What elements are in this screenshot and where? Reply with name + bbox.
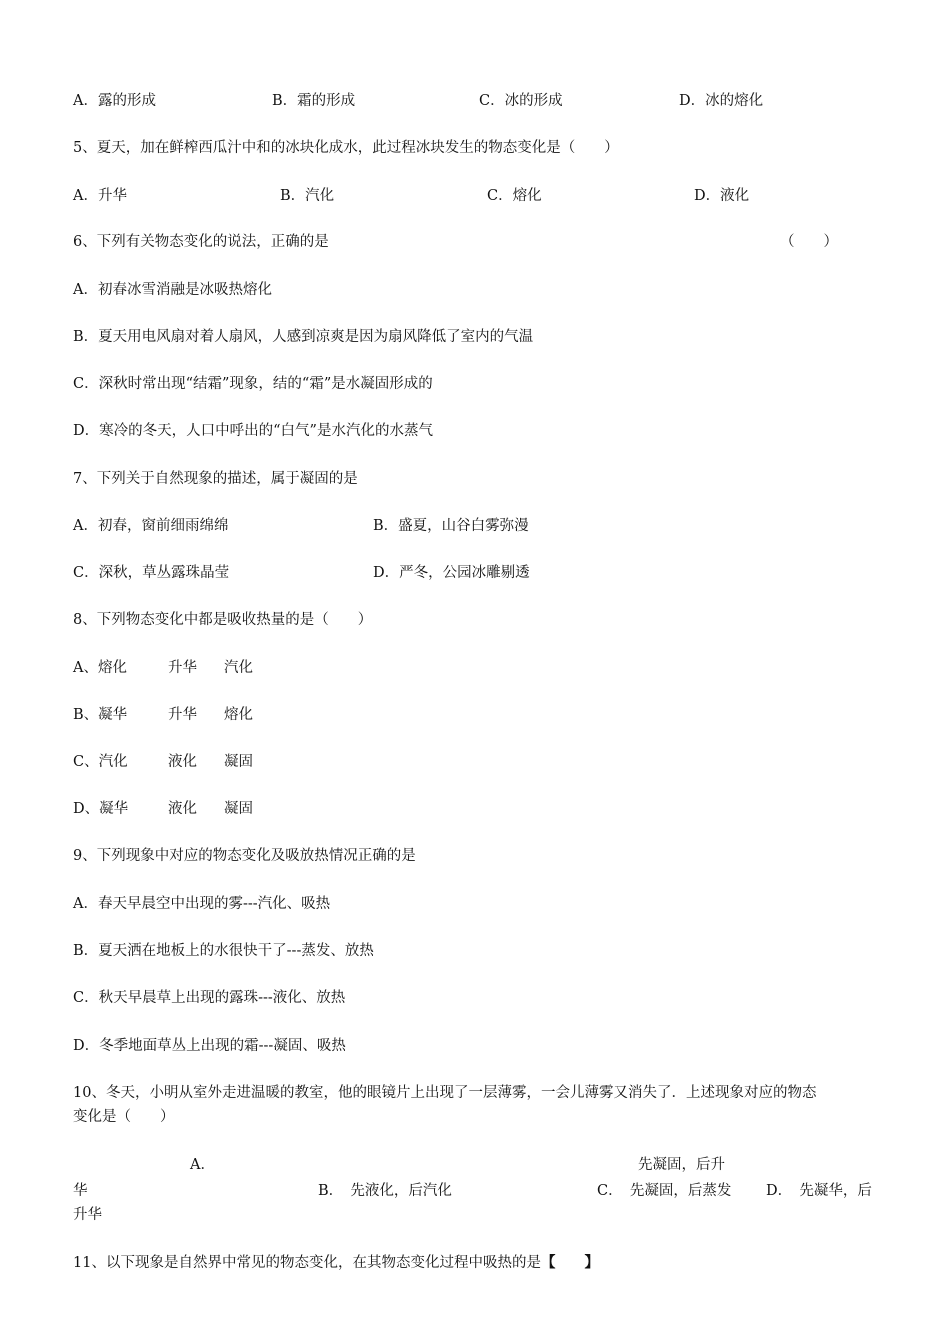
q8-option-a-term2: 升华 [168, 660, 197, 676]
q4-option-c: C．冰的形成 [479, 93, 563, 109]
q10-option-b: B． 先液化，后汽化 [318, 1183, 452, 1199]
q11-stem-line [73, 1253, 599, 1273]
q10-option-d: D． 先凝华，后 [766, 1183, 872, 1199]
q8-option-c-term2: 液化 [168, 754, 197, 770]
q6-option-a: A．初春冰雪消融是冰吸热熔化 [73, 282, 272, 298]
q8-option-a: A、熔化 [73, 660, 127, 676]
q10-option-a-text: 先凝固，后升 [638, 1157, 725, 1173]
q7-stem: 7、下列关于自然现象的描述，属于凝固的是 [73, 471, 358, 487]
q9-option-c: C．秋天早晨草上出现的露珠---液化、放热 [73, 990, 346, 1006]
q4-option-a: A．露的形成 [73, 93, 156, 109]
q8-option-c-term3: 凝固 [224, 754, 253, 770]
q8-option-d: D、凝华 [73, 801, 129, 817]
q8-option-c: C、汽化 [73, 754, 128, 770]
q10-stem-line2: 变化是（ ） [73, 1109, 175, 1125]
q11-stem: 11、以下现象是自然界中常见的物态变化，在其物态变化过程中吸热的是 [73, 1255, 541, 1271]
q6-stem: 6、下列有关物态变化的说法，正确的是 [73, 234, 329, 250]
q8-option-b-term3: 熔化 [224, 707, 253, 723]
q5-option-a: A．升华 [73, 188, 127, 204]
q9-option-b: B．夏天洒在地板上的水很快干了---蒸发、放热 [73, 943, 374, 959]
q7-option-b: B．盛夏，山谷白雾弥漫 [373, 518, 529, 534]
q5-option-b: B．汽化 [280, 188, 335, 204]
q10-stem-line1: 10、冬天，小明从室外走进温暖的教室，他的眼镜片上出现了一层薄雾，一会儿薄雾又消失了．上述现象对应的物态 [73, 1085, 817, 1101]
q8-option-b: B、凝华 [73, 707, 128, 723]
q11-answer-bracket: 【 】 [540, 1254, 599, 1271]
q8-option-d-term3: 凝固 [224, 801, 253, 817]
q7-option-d: D．严冬，公园冰雕剔透 [373, 565, 530, 581]
q8-option-d-term2: 液化 [168, 801, 197, 817]
q8-option-a-term3: 汽化 [224, 660, 253, 676]
q7-option-c: C．深秋，草丛露珠晶莹 [73, 565, 230, 581]
q10-option-d-tail: 升华 [73, 1207, 102, 1223]
q10-option-a-letter: A． [190, 1157, 215, 1173]
q8-option-b-term2: 升华 [168, 707, 197, 723]
q9-option-a: A．春天早晨空中出现的雾---汽化、吸热 [73, 896, 331, 912]
q6-option-d: D．寒冷的冬天，人口中呼出的“白气”是水汽化的水蒸气 [73, 423, 433, 439]
q9-option-d: D．冬季地面草丛上出现的霜---凝固、吸热 [73, 1038, 346, 1054]
q4-option-b: B．霜的形成 [272, 93, 356, 109]
q10-option-a-tail: 华 [73, 1183, 88, 1199]
q4-option-d: D．冰的熔化 [679, 93, 764, 109]
q6-answer-paren: （ ） [780, 234, 838, 250]
q10-option-c: C． 先凝固，后蒸发 [597, 1183, 732, 1199]
q8-stem: 8、下列物态变化中都是吸收热量的是（ ） [73, 612, 373, 628]
q6-option-b: B．夏天用电风扇对着人扇风，人感到凉爽是因为扇风降低了室内的气温 [73, 329, 534, 345]
q9-stem: 9、下列现象中对应的物态变化及吸放热情况正确的是 [73, 848, 416, 864]
q5-stem: 5、夏天，加在鲜榨西瓜汁中和的冰块化成水，此过程冰块发生的物态变化是（ ） [73, 140, 619, 156]
q7-option-a: A．初春，窗前细雨绵绵 [73, 518, 229, 534]
q5-option-c: C．熔化 [487, 188, 542, 204]
q6-option-c: C．深秋时常出现“结霜”现象，结的“霜”是水凝固形成的 [73, 376, 433, 392]
q5-option-d: D．液化 [694, 188, 750, 204]
